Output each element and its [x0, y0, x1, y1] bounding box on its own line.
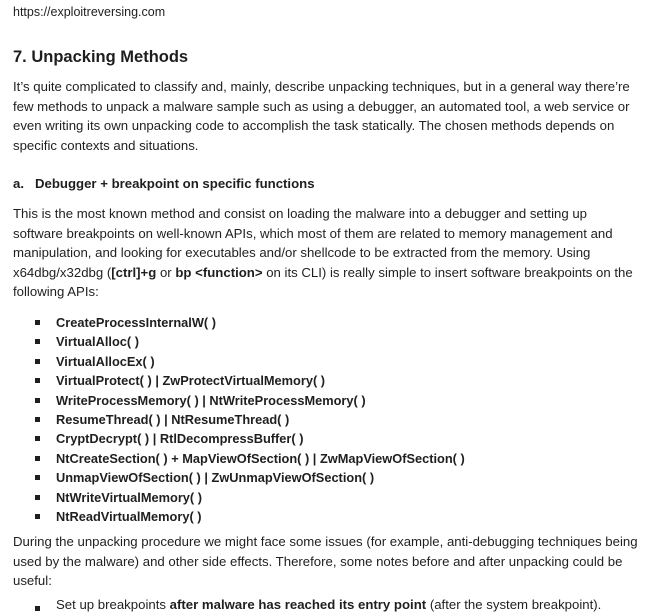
- closing-line: During the unpacking procedure we might face some issues (for example, anti-debugging techniques being: [13, 534, 638, 549]
- body-paragraph: [13, 204, 649, 302]
- closing-line: used by the malware) and other side effects. Therefore, some notes before and after unpacking could be: [13, 553, 623, 569]
- api-list: [34, 313, 465, 526]
- bullet-icon: [35, 378, 40, 383]
- list-item: NtCreateSection( ) + MapViewOfSection( ) | ZwMapViewOfSection( ): [34, 449, 465, 468]
- bullet-icon: [35, 436, 40, 441]
- list-item: CreateProcessInternalW( ): [34, 313, 465, 332]
- bullet-icon: [35, 456, 40, 461]
- list-item: NtWriteVirtualMemory( ): [34, 488, 465, 507]
- body-line: manipulation, and looking for executables and/or shellcode to be extracted from the memory. Using: [13, 245, 591, 260]
- bullet-icon: [35, 320, 40, 325]
- intro-line: specific contexts and situations.: [13, 137, 199, 153]
- body-text: or: [156, 264, 176, 280]
- body-text: x64dbg/x32dbg (: [13, 264, 112, 280]
- intro-line: few methods to unpack a malware sample such as using a debugger, an automated tool, a web service or: [13, 98, 630, 114]
- closing-paragraph: [13, 532, 649, 591]
- bullet-icon: [35, 514, 40, 519]
- list-item: VirtualAllocEx( ): [34, 352, 465, 371]
- bullet-text: (after the system breakpoint).: [426, 597, 602, 612]
- body-line: following APIs:: [13, 284, 99, 299]
- shortcut-text: [ctrl]+g: [111, 264, 157, 280]
- subsection-heading: [13, 176, 315, 191]
- list-item: UnmapViewOfSection( ) | ZwUnmapViewOfSection( ): [34, 468, 465, 487]
- bullet-icon: [35, 606, 40, 611]
- subsection-letter: a.: [13, 176, 24, 191]
- bullet-icon: [35, 495, 40, 500]
- intro-line: even writing its own unpacking code to accomplish the task statically. The chosen methods depends on: [13, 118, 615, 133]
- body-text: on its CLI) is really simple to insert software breakpoints on the: [262, 264, 633, 280]
- bullet-icon: [35, 359, 40, 364]
- command-text: bp <function>: [175, 264, 263, 280]
- body-line: This is the most known method and consist on loading the malware into a debugger and setting up: [13, 206, 588, 221]
- bullet-bold-text: after malware has reached its entry point: [169, 597, 427, 612]
- body-line: [13, 263, 649, 283]
- bullet-icon: [35, 417, 40, 422]
- header-url[interactable]: https://exploitreversing.com: [13, 5, 166, 19]
- closing-line: useful:: [13, 573, 52, 588]
- intro-line: It’s quite complicated to classify and, mainly, describe unpacking techniques, but in a general way there’re: [13, 79, 630, 94]
- bullet-icon: [35, 398, 40, 403]
- list-item: NtReadVirtualMemory( ): [34, 507, 465, 526]
- section-title: 7. Unpacking Methods: [13, 48, 189, 66]
- list-item: ResumeThread( ) | NtResumeThread( ): [34, 410, 465, 429]
- body-line: software breakpoints on well-known APIs, which most of them are related to memory management and: [13, 225, 613, 241]
- list-item: VirtualAlloc( ): [34, 332, 465, 351]
- intro-paragraph: [13, 77, 649, 155]
- subsection-title: Debugger + breakpoint on specific functions: [35, 176, 315, 191]
- list-item: CryptDecrypt( ) | RtlDecompressBuffer( ): [34, 429, 465, 448]
- bullet-text: Set up breakpoints: [56, 597, 170, 612]
- partial-bullet: [34, 597, 601, 612]
- bullet-icon: [35, 339, 40, 344]
- list-item: VirtualProtect( ) | ZwProtectVirtualMemory( ): [34, 371, 465, 390]
- bullet-icon: [35, 475, 40, 480]
- list-item: WriteProcessMemory( ) | NtWriteProcessMemory( ): [34, 391, 465, 410]
